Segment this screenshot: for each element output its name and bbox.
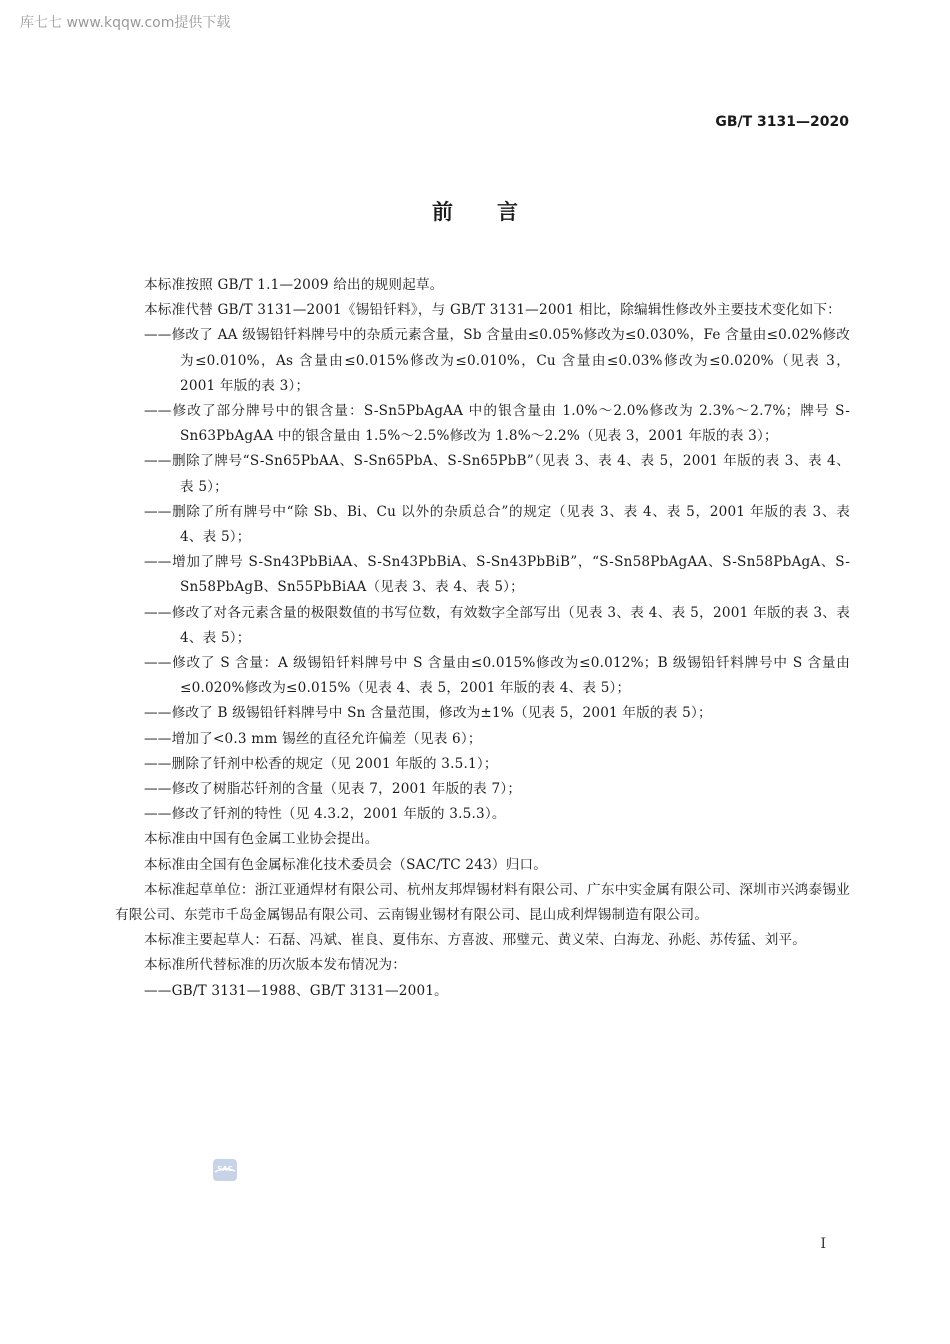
paragraph: 本标准起草单位：浙江亚通焊材有限公司、杭州友邦焊锡材料有限公司、广东中实金属有限公司、深圳市兴鸿泰锡业有限公司、东莞市千岛金属锡品有限公司、云南锡业锡材有限公司、昆山成利焊锡制造有限公司。 [115, 881, 850, 924]
standard-code: GB/T 3131—2020 [715, 114, 849, 130]
paragraph: 本标准主要起草人：石磊、冯斌、崔良、夏伟东、方喜波、邢璧元、黄义荣、白海龙、孙彪、苏传猛、刘平。 [144, 932, 807, 949]
change-item: ——修改了 S 含量：A 级锡铅钎料牌号中 S 含量由≤0.015%修改为≤0.012%；B 级锡铅钎料牌号中 S 含量由≤0.020%修改为≤0.015%（见表 4、表 5，2001 年版的表 4、表 5）； [144, 655, 850, 697]
change-item: ——修改了部分牌号中的银含量：S-Sn5PbAgAA 中的银含量由 1.0%～2.0%修改为 2.3%～2.7%；牌号 S-Sn63PbAgAA 中的银含量由 1.5%～2.5%修改为 1.8%～2.2%（见表 3，2001 年版的表 3）； [144, 403, 850, 445]
paragraph: 本标准按照 GB/T 1.1—2009 给出的规则起草。 [144, 277, 444, 293]
change-item: ——增加了牌号 S-Sn43PbBiAA、S-Sn43PbBiA、S-Sn43PbBiB”，“S-Sn58PbAgAA、S-Sn58PbAgA、S-Sn58PbAgB、Sn55PbBiAA（见表 3、表 4、表 5）； [144, 554, 850, 596]
change-item: ——修改了钎剂的特性（见 4.3.2，2001 年版的 3.5.3）。 [144, 806, 506, 823]
change-item: ——修改了 AA 级锡铅钎料牌号中的杂质元素含量，Sb 含量由≤0.05%修改为≤0.030%，Fe 含量由≤0.02%修改为≤0.010%，As 含量由≤0.015%修改为≤0.010%，Cu 含量由≤0.03%修改为≤0.020%（见表 3，2001 年版的表 3）； [144, 327, 850, 394]
change-item: ——删除了牌号“S-Sn65PbAA、S-Sn65PbA、S-Sn65PbB”（见表 3、表 4、表 5，2001 年版的表 3、表 4、表 5）； [144, 453, 850, 495]
paragraph: 本标准代替 GB/T 3131—2001《锡铅钎料》，与 GB/T 3131—2001 相比，除编辑性修改外主要技术变化如下： [144, 302, 841, 319]
change-item: ——删除了所有牌号中“除 Sb、Bi、Cu 以外的杂质总合”的规定（见表 3、表 4、表 5，2001 年版的表 3、表 4、表 5）； [144, 503, 850, 546]
preface-body [115, 273, 850, 1004]
change-item: ——修改了树脂芯钎剂的含量（见表 7，2001 年版的表 7）； [144, 781, 522, 798]
page-title: 前言 [432, 200, 562, 224]
sac-logo-icon [212, 1158, 238, 1182]
change-item: ——增加了<0.3 mm 锡丝的直径允许偏差（见表 6）； [144, 730, 482, 747]
change-item: ——修改了对各元素含量的极限数值的书写位数，有效数字全部写出（见表 3、表 4、表 5，2001 年版的表 3、表 4、表 5）； [144, 604, 850, 646]
download-watermark: 库七七 www.kqqw.com提供下载 [20, 15, 231, 31]
sac-logo-text: SAC [217, 1165, 233, 1173]
change-item: ——修改了 B 级锡铅钎料牌号中 Sn 含量范围，修改为±1%（见表 5，2001 年版的表 5）； [144, 705, 712, 722]
change-item: ——删除了钎剂中松香的规定（见 2001 年版的 3.5.1）； [144, 755, 498, 772]
paragraph: 本标准由全国有色金属标准化技术委员会（SAC/TC 243）归口。 [144, 856, 548, 873]
history-item: ——GB/T 3131—1988、GB/T 3131—2001。 [144, 982, 448, 999]
paragraph: 本标准由中国有色金属工业协会提出。 [144, 831, 379, 848]
paragraph: 本标准所代替标准的历次版本发布情况为： [144, 957, 407, 974]
page-number: I [820, 1236, 826, 1252]
